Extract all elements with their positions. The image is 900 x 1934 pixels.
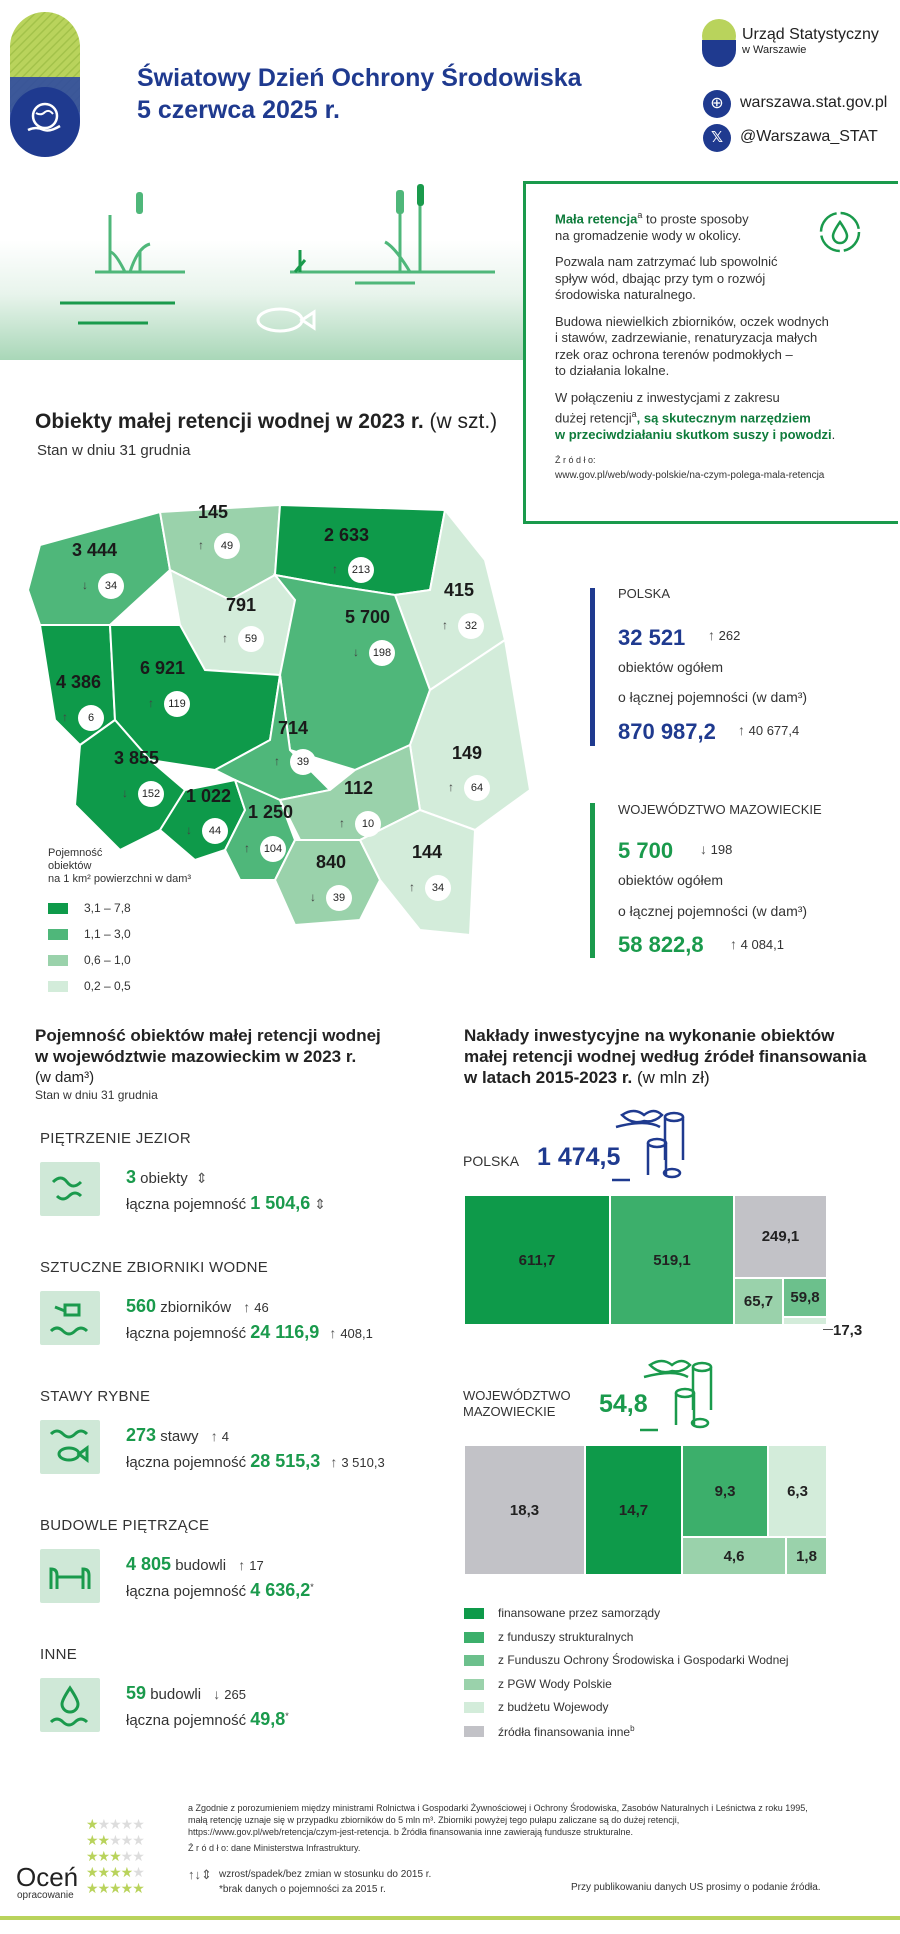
map-change-lubuskie: 6	[78, 705, 104, 731]
treemap-cell: 65,7	[734, 1278, 783, 1325]
weir-icon	[40, 1549, 100, 1603]
change-arrow-icon: ↑	[238, 1557, 246, 1573]
map-change-warminsko-mazurskie: 213	[348, 557, 374, 583]
map-arrow-lubuskie: ↑	[62, 710, 68, 724]
funding-legend-label: finansowane przez samorządy	[498, 1606, 661, 1620]
footer-line	[0, 1916, 900, 1920]
capacity-count-line	[126, 1683, 246, 1704]
map-title: Obiekty małej retencji wodnej w 2023 r. (w szt.)	[35, 410, 498, 433]
polska-funding-label: POLSKA	[463, 1153, 520, 1169]
map-change-malopolskie: 39	[326, 885, 352, 911]
map-change-wielkopolskie: 119	[164, 691, 190, 717]
capacity-count: 4 805	[126, 1554, 172, 1574]
capacity-category-title: SZTUCZNE ZBIORNIKI WODNE	[40, 1259, 269, 1276]
map-value-dolnoslaskie: 3 855	[114, 748, 160, 768]
capacity-count-change: 265	[224, 1687, 246, 1702]
treemap-cell: 611,7	[464, 1195, 610, 1325]
funding-legend-swatch	[464, 1632, 484, 1643]
treemap-cell: 4,6	[682, 1537, 786, 1575]
mazowieckie-funding-total: 54,8	[599, 1390, 648, 1418]
capacity-unit: zbiorników	[156, 1299, 236, 1316]
funding-title: Nakłady inwestycyjne na wykonanie obiektów małej retencji wodnej według źródeł finansowania w latach 2015-2023 r. (w mln zł)	[464, 1026, 867, 1087]
mazowieckie-total-label: obiektów ogółem	[618, 872, 724, 888]
watering-can-icon	[40, 1291, 100, 1345]
fish-icon	[40, 1420, 100, 1474]
capacity-category-title: PIĘTRZENIE JEZIOR	[40, 1130, 191, 1147]
map-change-lubelskie: 64	[464, 775, 490, 801]
capacity-count: 3	[126, 1167, 137, 1187]
mazowieckie-funding-label: WOJEWÓDZTWO MAZOWIECKIE	[463, 1388, 571, 1419]
map-legend-swatch	[48, 929, 68, 940]
mazowieckie-total-change: ↓ 198	[700, 841, 733, 857]
capacity-value-line	[126, 1193, 326, 1214]
change-arrow-icon: ↑	[330, 1454, 338, 1470]
polska-funding-treemap	[464, 1195, 863, 1339]
map-arrow-podkarpackie: ↑	[409, 880, 415, 894]
capacity-count-change: 17	[249, 1558, 264, 1573]
map-change-podlaskie: 32	[458, 613, 484, 639]
map-value-kujawsko-pomorskie: 791	[226, 595, 257, 615]
capacity-unit: obiekty	[136, 1170, 192, 1187]
arrows-note: wzrost/spadek/bez zmian w stosunku do 2015 r.	[219, 1869, 432, 1880]
no-change-icon: ⇕	[195, 1170, 208, 1186]
capacity-subtitle: Stan w dniu 31 grudnia	[35, 1088, 158, 1102]
capacity-value-line	[126, 1580, 314, 1601]
funding-legend-label: z budżetu Wojewody	[498, 1700, 609, 1714]
map-value-opolskie: 1 022	[186, 786, 232, 806]
map-change-podkarpackie: 34	[425, 875, 451, 901]
change-arrow-icon: ↓	[213, 1686, 221, 1702]
capacity-value: 49,8	[250, 1709, 286, 1729]
drop-icon	[40, 1678, 100, 1732]
legend-sup: b	[630, 1723, 635, 1733]
map-value-lubelskie: 149	[452, 743, 483, 763]
map-arrow-wielkopolskie: ↑	[148, 696, 154, 710]
capacity-sup: *	[310, 1582, 314, 1592]
region-zachodniopomorskie	[28, 512, 170, 625]
mazowieckie-funding-treemap	[464, 1445, 827, 1575]
capacity-count: 560	[126, 1296, 157, 1316]
map-arrow-kujawsko-pomorskie: ↑	[222, 631, 228, 645]
org-name: Urząd Statystyczny w Warszawie	[742, 26, 879, 56]
footnotes: a Zgodnie z porozumieniem między ministrami Rolnictwa i Gospodarki Żywnościowej i Ochrony Środowiska, Zasobów Naturalnych i Leśnictwa z roku 1995, małą retencję uznaje się w przypadku zbiorników do 5 mln m³. Zbiorniki powyżej tego pułapu zaliczane są do dużej retencji, https://www.gov.pl/web/retencja/czym-jest-retencja. b Źródła finansowania inne zawierają fundusze strukturalne. Ź r ó d ł o: dane Ministerstwa Infrastruktury.	[188, 1803, 808, 1853]
funding-legend-label: z funduszy strukturalnych	[498, 1629, 634, 1644]
map-subtitle: Stan w dniu 31 grudnia	[37, 442, 191, 459]
map-value-lodzkie: 714	[278, 718, 309, 738]
change-arrow-icon: ↑	[243, 1299, 251, 1315]
capacity-count: 59	[126, 1683, 147, 1703]
capacity-value: 28 515,3	[250, 1451, 321, 1471]
map-arrow-lodzkie: ↑	[274, 754, 280, 768]
mazowieckie-capacity: 58 822,8	[618, 932, 704, 957]
funding-legend-swatch	[464, 1702, 484, 1713]
capacity-count-line	[126, 1296, 269, 1317]
rate-sublabel: opracowanie	[17, 1890, 74, 1901]
capacity-count: 273	[126, 1425, 157, 1445]
map-change-slaskie: 104	[260, 836, 286, 862]
funding-legend-label: z Funduszu Ochrony Środowiska i Gospodarki Wodnej	[498, 1653, 789, 1667]
treemap-cell: 9,3	[682, 1445, 768, 1537]
treemap-outside-label: 17,3	[833, 1322, 863, 1339]
map-change-swietokrzyskie: 10	[355, 811, 381, 837]
map-arrow-podlaskie: ↑	[442, 618, 448, 632]
arrows-legend-icon: ↑↓⇕	[188, 1867, 212, 1882]
capacity-value-line	[126, 1322, 373, 1343]
map-change-lodzkie: 39	[290, 749, 316, 775]
change-arrow-icon: ↑	[329, 1325, 337, 1341]
map-arrow-mazowieckie: ↓	[353, 645, 359, 659]
mazowieckie-stats-bar	[590, 803, 595, 958]
map-arrow-swietokrzyskie: ↑	[339, 816, 345, 830]
treemap-cell: 1,8	[786, 1537, 827, 1575]
map-arrow-slaskie: ↑	[244, 841, 250, 855]
polska-capacity: 870 987,2	[618, 719, 716, 744]
map-arrow-warminsko-mazurskie: ↑	[332, 562, 338, 576]
map-arrow-pomorskie: ↑	[198, 538, 204, 552]
capacity-unit: budowli	[146, 1686, 206, 1703]
map-change-zachodniopomorskie: 34	[98, 573, 124, 599]
map-legend-label: 1,1 – 3,0	[84, 927, 131, 941]
org-logo	[700, 18, 738, 68]
map-change-dolnoslaskie: 152	[138, 781, 164, 807]
capacity-value: 1 504,6	[250, 1193, 311, 1213]
funding-legend-label: źródła finansowania inne$^b$	[498, 1723, 635, 1739]
globe-icon: ⊕	[703, 90, 731, 118]
map-value-lubuskie: 4 386	[56, 672, 102, 692]
capacity-category-title: STAWY RYBNE	[40, 1388, 151, 1405]
funding-legend-swatch	[464, 1726, 484, 1737]
polska-stats-bar	[590, 588, 595, 746]
capacity-value: 4 636,2	[250, 1580, 311, 1600]
map-value-malopolskie: 840	[316, 852, 347, 872]
map-legend-swatch	[48, 955, 68, 966]
capacity-label: łączna pojemność	[126, 1583, 251, 1600]
map-change-pomorskie: 49	[214, 533, 240, 559]
map-value-pomorskie: 145	[198, 502, 229, 522]
map-value-podlaskie: 415	[444, 580, 475, 600]
map-change-mazowieckie: 198	[369, 640, 395, 666]
mazowieckie-label: WOJEWÓDZTWO MAZOWIECKIE	[618, 802, 822, 817]
capacity-unit: budowli	[171, 1557, 231, 1574]
capacity-sup: *	[285, 1711, 289, 1721]
funding-legend-swatch	[464, 1655, 484, 1666]
polska-total-change: ↑ 262	[708, 627, 741, 643]
polska-funding-total: 1 474,5	[537, 1143, 621, 1171]
capacity-label: łączna pojemność	[126, 1454, 251, 1471]
capacity-value-change: 3 510,3	[341, 1455, 385, 1470]
treemap-cell: 519,1	[610, 1195, 734, 1325]
treemap-cell	[783, 1317, 827, 1325]
treemap-cell: 59,8	[783, 1278, 827, 1317]
capacity-value-line	[126, 1709, 289, 1730]
capacity-category-title: BUDOWLE PIĘTRZĄCE	[40, 1517, 210, 1534]
map-value-zachodniopomorskie: 3 444	[72, 540, 118, 560]
globe-hand-icon	[24, 98, 66, 140]
publish-note: Przy publikowaniu danych US prosimy o podanie źródła.	[571, 1882, 821, 1893]
map-value-mazowieckie: 5 700	[345, 607, 391, 627]
capacity-label: łączna pojemność	[126, 1712, 251, 1729]
x-twitter-icon: 𝕏	[703, 124, 731, 152]
mazowieckie-capacity-change: ↑ 4 084,1	[730, 936, 784, 952]
banner-illustration	[0, 180, 525, 360]
polska-capacity-label: o łącznej pojemności (w dam³)	[618, 689, 808, 705]
capacity-value-change: 408,1	[340, 1326, 373, 1341]
map-legend-label: 0,2 – 0,5	[84, 979, 131, 993]
map-arrow-opolskie: ↓	[186, 823, 192, 837]
map-arrow-malopolskie: ↓	[310, 890, 316, 904]
map-value-swietokrzyskie: 112	[344, 778, 374, 798]
map-legend-swatch	[48, 981, 68, 992]
map-value-wielkopolskie: 6 921	[140, 658, 186, 678]
map-arrow-zachodniopomorskie: ↓	[82, 578, 88, 592]
mazowieckie-total: 5 700	[618, 838, 674, 863]
money-bag-icon	[640, 1355, 715, 1435]
capacity-count-line	[126, 1554, 264, 1575]
twitter-link[interactable]: @Warszawa_STAT	[740, 128, 878, 145]
treemap-leader-line	[823, 1329, 833, 1330]
capacity-label: łączna pojemność	[126, 1325, 251, 1342]
map-arrow-lubelskie: ↑	[448, 780, 454, 794]
map-value-warminsko-mazurskie: 2 633	[324, 525, 370, 545]
change-arrow-icon: ↑	[210, 1428, 218, 1444]
capacity-value-line	[126, 1451, 385, 1472]
website-link[interactable]: warszawa.stat.gov.pl	[740, 94, 888, 111]
capacity-label: łączna pojemność	[126, 1196, 251, 1213]
capacity-count-change: 46	[254, 1300, 269, 1315]
star-note: *brak danych o pojemności za 2015 r.	[219, 1884, 386, 1895]
rate-label[interactable]: Oceń	[16, 1862, 79, 1892]
treemap-cell: 249,1	[734, 1195, 827, 1278]
rating-stars[interactable]: ★★★★★ ★★★★★ ★★★★★ ★★★★★ ★★★★★	[86, 1816, 144, 1896]
map-value-podkarpackie: 144	[412, 842, 443, 862]
map-legend-title: Pojemność obiektów na 1 km² powierzchni w dam³	[48, 847, 192, 885]
treemap-cell: 18,3	[464, 1445, 585, 1575]
map-value-slaskie: 1 250	[248, 802, 294, 822]
map-legend-label: 0,6 – 1,0	[84, 953, 131, 967]
treemap-cell: 14,7	[585, 1445, 682, 1575]
mazowieckie-capacity-label: o łącznej pojemności (w dam³)	[618, 903, 808, 919]
info-text: Mała retencja$^a$ to proste sposoby na gromadzenie wody w okolicy. Pozwala nam zatrzymać lub spowolnić spływ wód, dbając przy tym o rozwój środowiska naturalnego. Budowa niewielkich zbiorników, oczek wodnych i stawów, zadrzewianie, renaturyzacja małych rzek oraz ochrona terenów podmokłych – to działania lokalne. W połączeniu z inwestycjami z zakresu dużej retencji$^a$, są skutecznym narzędziem w przeciwdziałaniu skutkom suszy i powodzi. Ź r ó d ł o: www.gov.pl/web/wody-polskie/na-czym-polega-mala-retencja	[555, 210, 836, 482]
map-legend-swatch	[48, 903, 68, 914]
polska-total-label: obiektów ogółem	[618, 659, 724, 675]
funding-legend-swatch	[464, 1679, 484, 1690]
treemap-cell: 6,3	[768, 1445, 827, 1537]
capacity-unit: stawy	[156, 1428, 203, 1445]
lake-icon	[40, 1162, 100, 1216]
capacity-title: Pojemność obiektów małej retencji wodnej w województwie mazowieckim w 2023 r. (w dam³)	[35, 1026, 381, 1086]
page-title: Światowy Dzień Ochrony Środowiska 5 czerwca 2025 r.	[137, 64, 582, 124]
funding-legend-label: z PGW Wody Polskie	[498, 1676, 612, 1691]
capacity-category-title: INNE	[40, 1646, 78, 1663]
polska-total: 32 521	[618, 625, 686, 650]
capacity-count-line	[126, 1425, 229, 1446]
polska-label: POLSKA	[618, 586, 671, 601]
map-legend-label: 3,1 – 7,8	[84, 901, 131, 915]
funding-legend-swatch	[464, 1608, 484, 1619]
map-arrow-dolnoslaskie: ↓	[122, 786, 128, 800]
money-bag-icon	[612, 1105, 687, 1185]
map-change-kujawsko-pomorskie: 59	[238, 626, 264, 652]
map-change-opolskie: 44	[202, 818, 228, 844]
no-change-icon: ⇕	[314, 1196, 327, 1212]
capacity-count-line	[126, 1167, 208, 1188]
capacity-count-change: 4	[221, 1429, 229, 1444]
capacity-value: 24 116,9	[250, 1322, 320, 1342]
polska-capacity-change: ↑ 40 677,4	[738, 722, 800, 738]
